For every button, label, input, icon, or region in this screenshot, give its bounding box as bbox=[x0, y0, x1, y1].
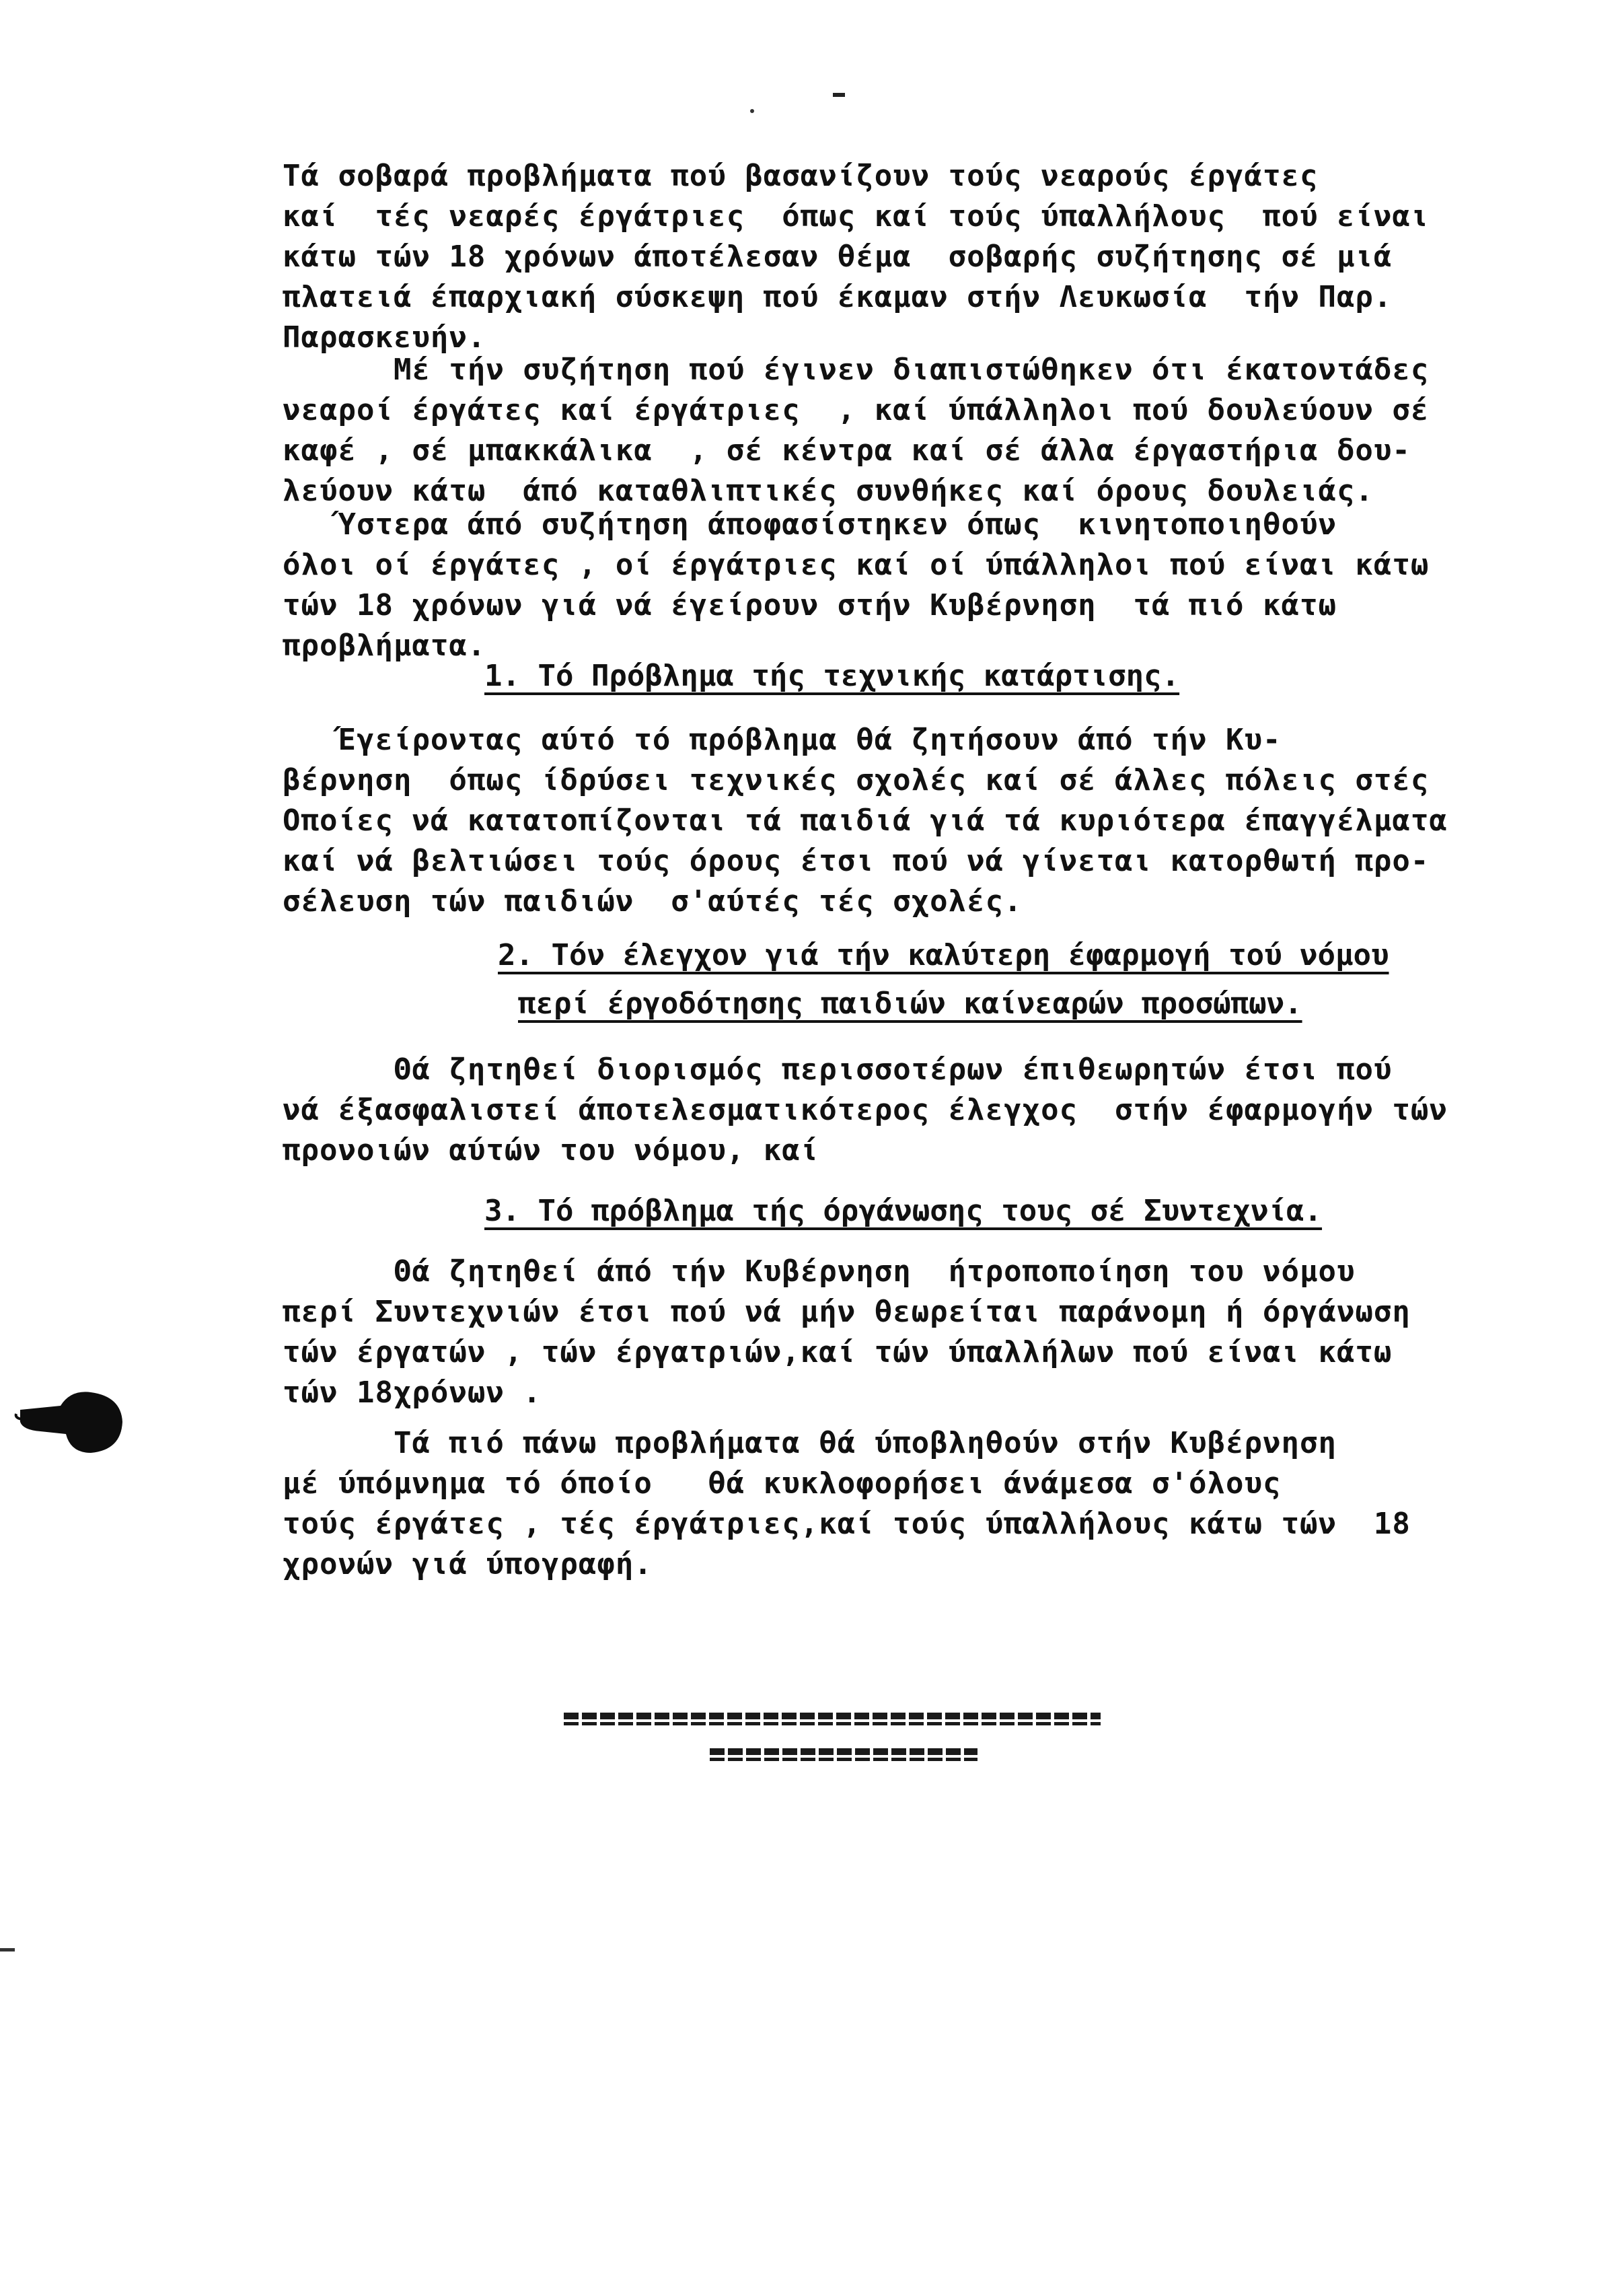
closing-separator-line-1 bbox=[564, 1713, 1101, 1719]
margin-dash-mark bbox=[0, 1948, 15, 1951]
top-dot-mark bbox=[750, 109, 754, 113]
heading-law-enforcement: 2. Τόν έλεγχον γιά τήν καλύτερη έφαρμογή τού νόμου bbox=[498, 938, 1389, 972]
heading-union-organization: 3. Τό πρόβλημα τής όργάνωσης τους σέ Συντεχνία. bbox=[484, 1194, 1323, 1228]
paragraph-union-law: Θά ζητηθεί άπό τήν Κυβέρνηση ήτροποποίηση του νόμου περί Συντεχνιών έτσι πού νά μήν θεωρείται παράνομη ή όργάνωση τών έργατών , τών έργατριών,καί τών ύπαλλήλων πού είναι κάτω τών 18χρόνων . bbox=[283, 1254, 1411, 1410]
paragraph-technical-schools: Έγείροντας αύτό τό πρόβλημα θά ζητήσουν άπό τήν Κυ- βέρνηση όπως ίδρύσει τεχνικές σχολές καί σέ άλλες πόλεις στές Οποίες νά κατατοπίζονται τά παιδιά γιά τά κυριότερα έπαγγέλματα καί νά βελτιώσει τούς όρους έτσι πού νά γίνεται κατορθωτή προ- σέλευση τών παιδιών σ'αύτές τές σχολές. bbox=[283, 723, 1448, 919]
top-dash-mark bbox=[833, 93, 845, 97]
paragraph-decision: Ύστερα άπό συζήτηση άποφασίστηκεν όπως κινητοποιηθούν όλοι οί έργάτες , οί έργάτριες καί οί ύπάλληλοι πού είναι κάτω τών 18 χρόνων γιά νά έγείρουν στήν Κυβέρνηση τά πιό κάτω προβλήματα. bbox=[283, 507, 1430, 663]
closing-separator-line-2 bbox=[710, 1748, 977, 1755]
paragraph-intro: Τά σοβαρά προβλήματα πού βασανίζουν τούς νεαρούς έργάτες καί τές νεαρές έργάτριες όπως καί τούς ύπαλλήλους πού είναι κάτω τών 18 χρόνων άποτέλεσαν θέμα σοβαρής συζήτησης σέ μιά πλατειά έπαρχιακή σύσκεψη πού έκαμαν στήν Λευκωσία τήν Παρ. Παρασκευήν. bbox=[283, 159, 1430, 355]
heading-law-enforcement-cont: περί έργοδότησης παιδιών καίνεαρών προσώπων. bbox=[518, 987, 1302, 1021]
paragraph-memorandum: Τά πιό πάνω προβλήματα θά ύποβληθούν στήν Κυβέρνηση μέ ύπόμνημα τό όποίο θά κυκλοφορήσει άνάμεσα σ'όλους τούς έργάτες , τές έργάτριες,καί τούς ύπαλλήλους κάτω τών 18 χρονών γιά ύπογραφή. bbox=[283, 1426, 1411, 1581]
ink-blot-mark bbox=[13, 1383, 124, 1457]
paragraph-inspectors: Θά ζητηθεί διορισμός περισσοτέρων έπιθεωρητών έτσι πού νά έξασφαλιστεί άποτελεσματικότερος έλεγχος στήν έφαρμογήν τών προνοιών αύτών του νόμου, καί bbox=[283, 1052, 1448, 1168]
paragraph-discussion: Μέ τήν συζήτηση πού έγινεν διαπιστώθηκεν ότι έκατοντάδες νεαροί έργάτες καί έργάτριες , καί ύπάλληλοι πού δουλεύουν σέ καφέ , σέ μπακκάλικα , σέ κέντρα καί σέ άλλα έργαστήρια δου- λεύουν κάτω άπό καταθλιπτικές συνθήκες καί όρους δουλειάς. bbox=[283, 353, 1430, 508]
heading-technical-training: 1. Τό Πρόβλημα τής τεχνικής κατάρτισης. bbox=[484, 659, 1180, 693]
